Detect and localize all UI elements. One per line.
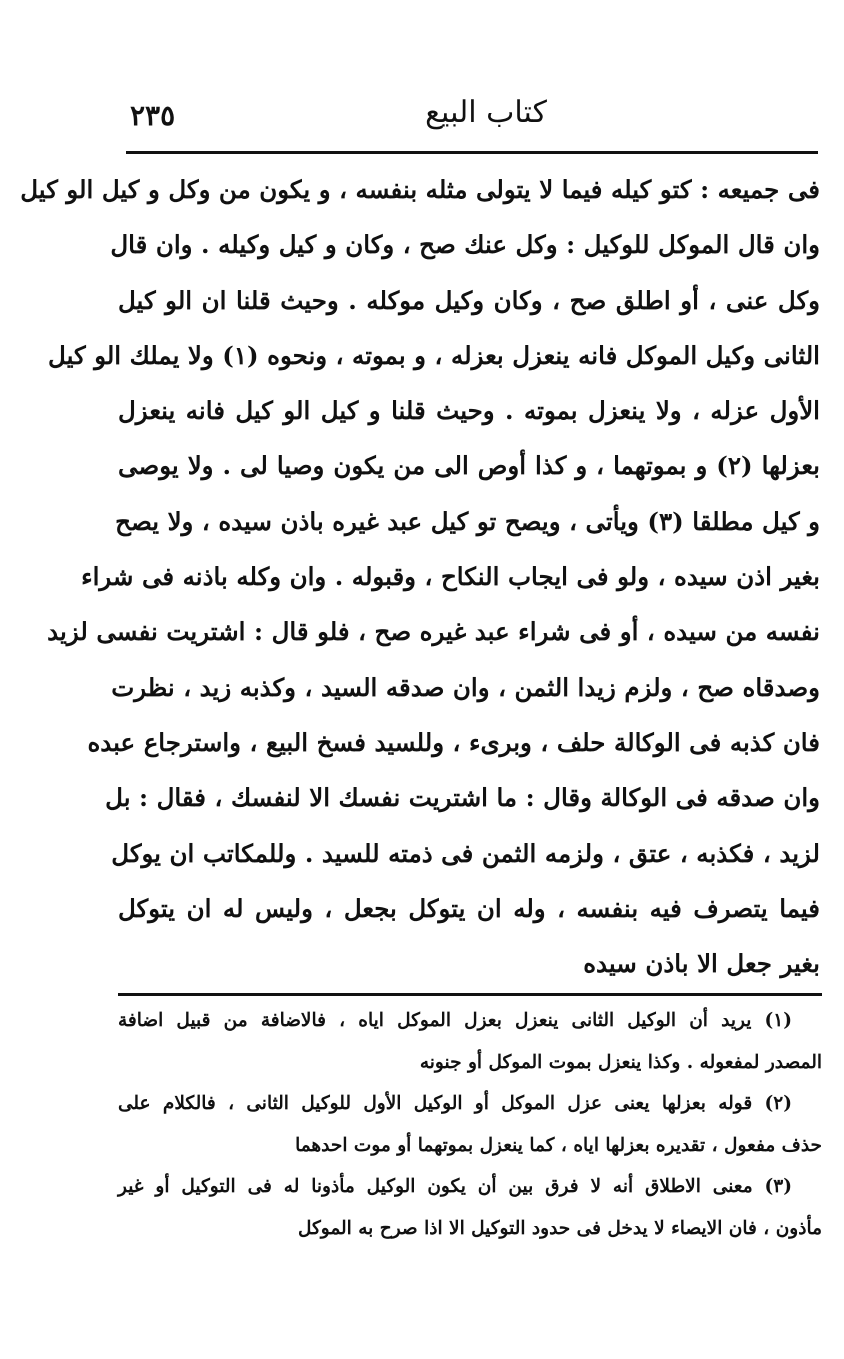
text-line: لزيد ، فكذبه ، عتق ، ولزمه الثمن فى ذمته للسيد . وللمكاتب ان يوكل: [111, 838, 820, 868]
header-rule: [126, 151, 818, 154]
text-line: بغير اذن سيده ، ولو فى ايجاب النكاح ، وقبوله . وان وكله باذنه فى شراء: [81, 562, 820, 592]
text-line: بغير جعل الا باذن سيده: [583, 949, 820, 979]
footnote-line: (٣) معنى الاطلاق أنه لا فرق بين أن يكون الوكيل مأذونا له فى التوكيل أو غير: [118, 1176, 792, 1197]
footnote-rule: [118, 993, 822, 996]
text-line: وصدقاه صح ، ولزم زيدا الثمن ، وان صدقه السيد ، وكذبه زيد ، نظرت: [111, 672, 820, 702]
text-line: وان صدقه فى الوكالة وقال : ما اشتريت نفسك الا لنفسك ، فقال : بل: [105, 783, 820, 813]
footnotes: [118, 1000, 822, 1249]
text-line: الثانى وكيل الموكل فانه ينعزل بعزله ، و بموته ، ونحوه (١) ولا يملك الو كيل: [48, 340, 820, 370]
main-text: [20, 162, 820, 991]
footnote-line: (٢) قوله بعزلها يعنى عزل الموكل أو الوكيل الأول للوكيل الثانى ، فالكلام على: [118, 1093, 792, 1114]
text-line: بعزلها (٢) و بموتهما ، و كذا أوص الى من يكون وصيا لى . ولا يوصى: [118, 451, 820, 481]
text-line: فان كذبه فى الوكالة حلف ، وبرىء ، وللسيد فسخ البيع ، واسترجاع عبده: [87, 727, 820, 757]
text-line: فيما يتصرف فيه بنفسه ، وله ان يتوكل بجعل ، وليس له ان يتوكل: [118, 893, 820, 923]
text-line: و كيل مطلقا (٣) ويأتى ، ويصح تو كيل عبد غيره باذن سيده ، ولا يصح: [115, 506, 820, 536]
page-header: [126, 95, 814, 145]
text-line: وكل عنى ، أو اطلق صح ، وكان وكيل موكله . وحيث قلنا ان الو كيل: [118, 285, 820, 315]
footnote-line: (١) يريد أن الوكيل الثانى ينعزل بعزل الموكل اياه ، فالاضافة من قبيل اضافة: [118, 1010, 792, 1031]
running-title: كتاب البيع: [425, 95, 547, 130]
footnote-line: مأذون ، فان الايصاء لا يدخل فى حدود التوكيل الا اذا صرح به الموكل: [297, 1217, 822, 1239]
page-number: ٢٣٥: [130, 99, 176, 132]
footnote-line: حذف مفعول ، تقديره بعزلها اياه ، كما ينعزل بموتهما أو موت احدهما: [295, 1134, 822, 1156]
text-line: وان قال الموكل للوكيل : وكل عنك صح ، وكان و كيل وكيله . وان قال: [110, 230, 820, 260]
footnote-line: المصدر لمفعوله . وكذا ينعزل بموت الموكل أو جنونه: [419, 1051, 822, 1073]
text-line: الأول عزله ، ولا ينعزل بموته . وحيث قلنا و كيل الو كيل فانه ينعزل: [118, 396, 820, 426]
text-line: فى جميعه : كتو كيله فيما لا يتولى مثله بنفسه ، و يكون من وكل و كيل الو كيل: [20, 175, 820, 204]
text-line: نفسه من سيده ، أو فى شراء عبد غيره صح ، فلو قال : اشتريت نفسى لزيد: [47, 617, 820, 647]
